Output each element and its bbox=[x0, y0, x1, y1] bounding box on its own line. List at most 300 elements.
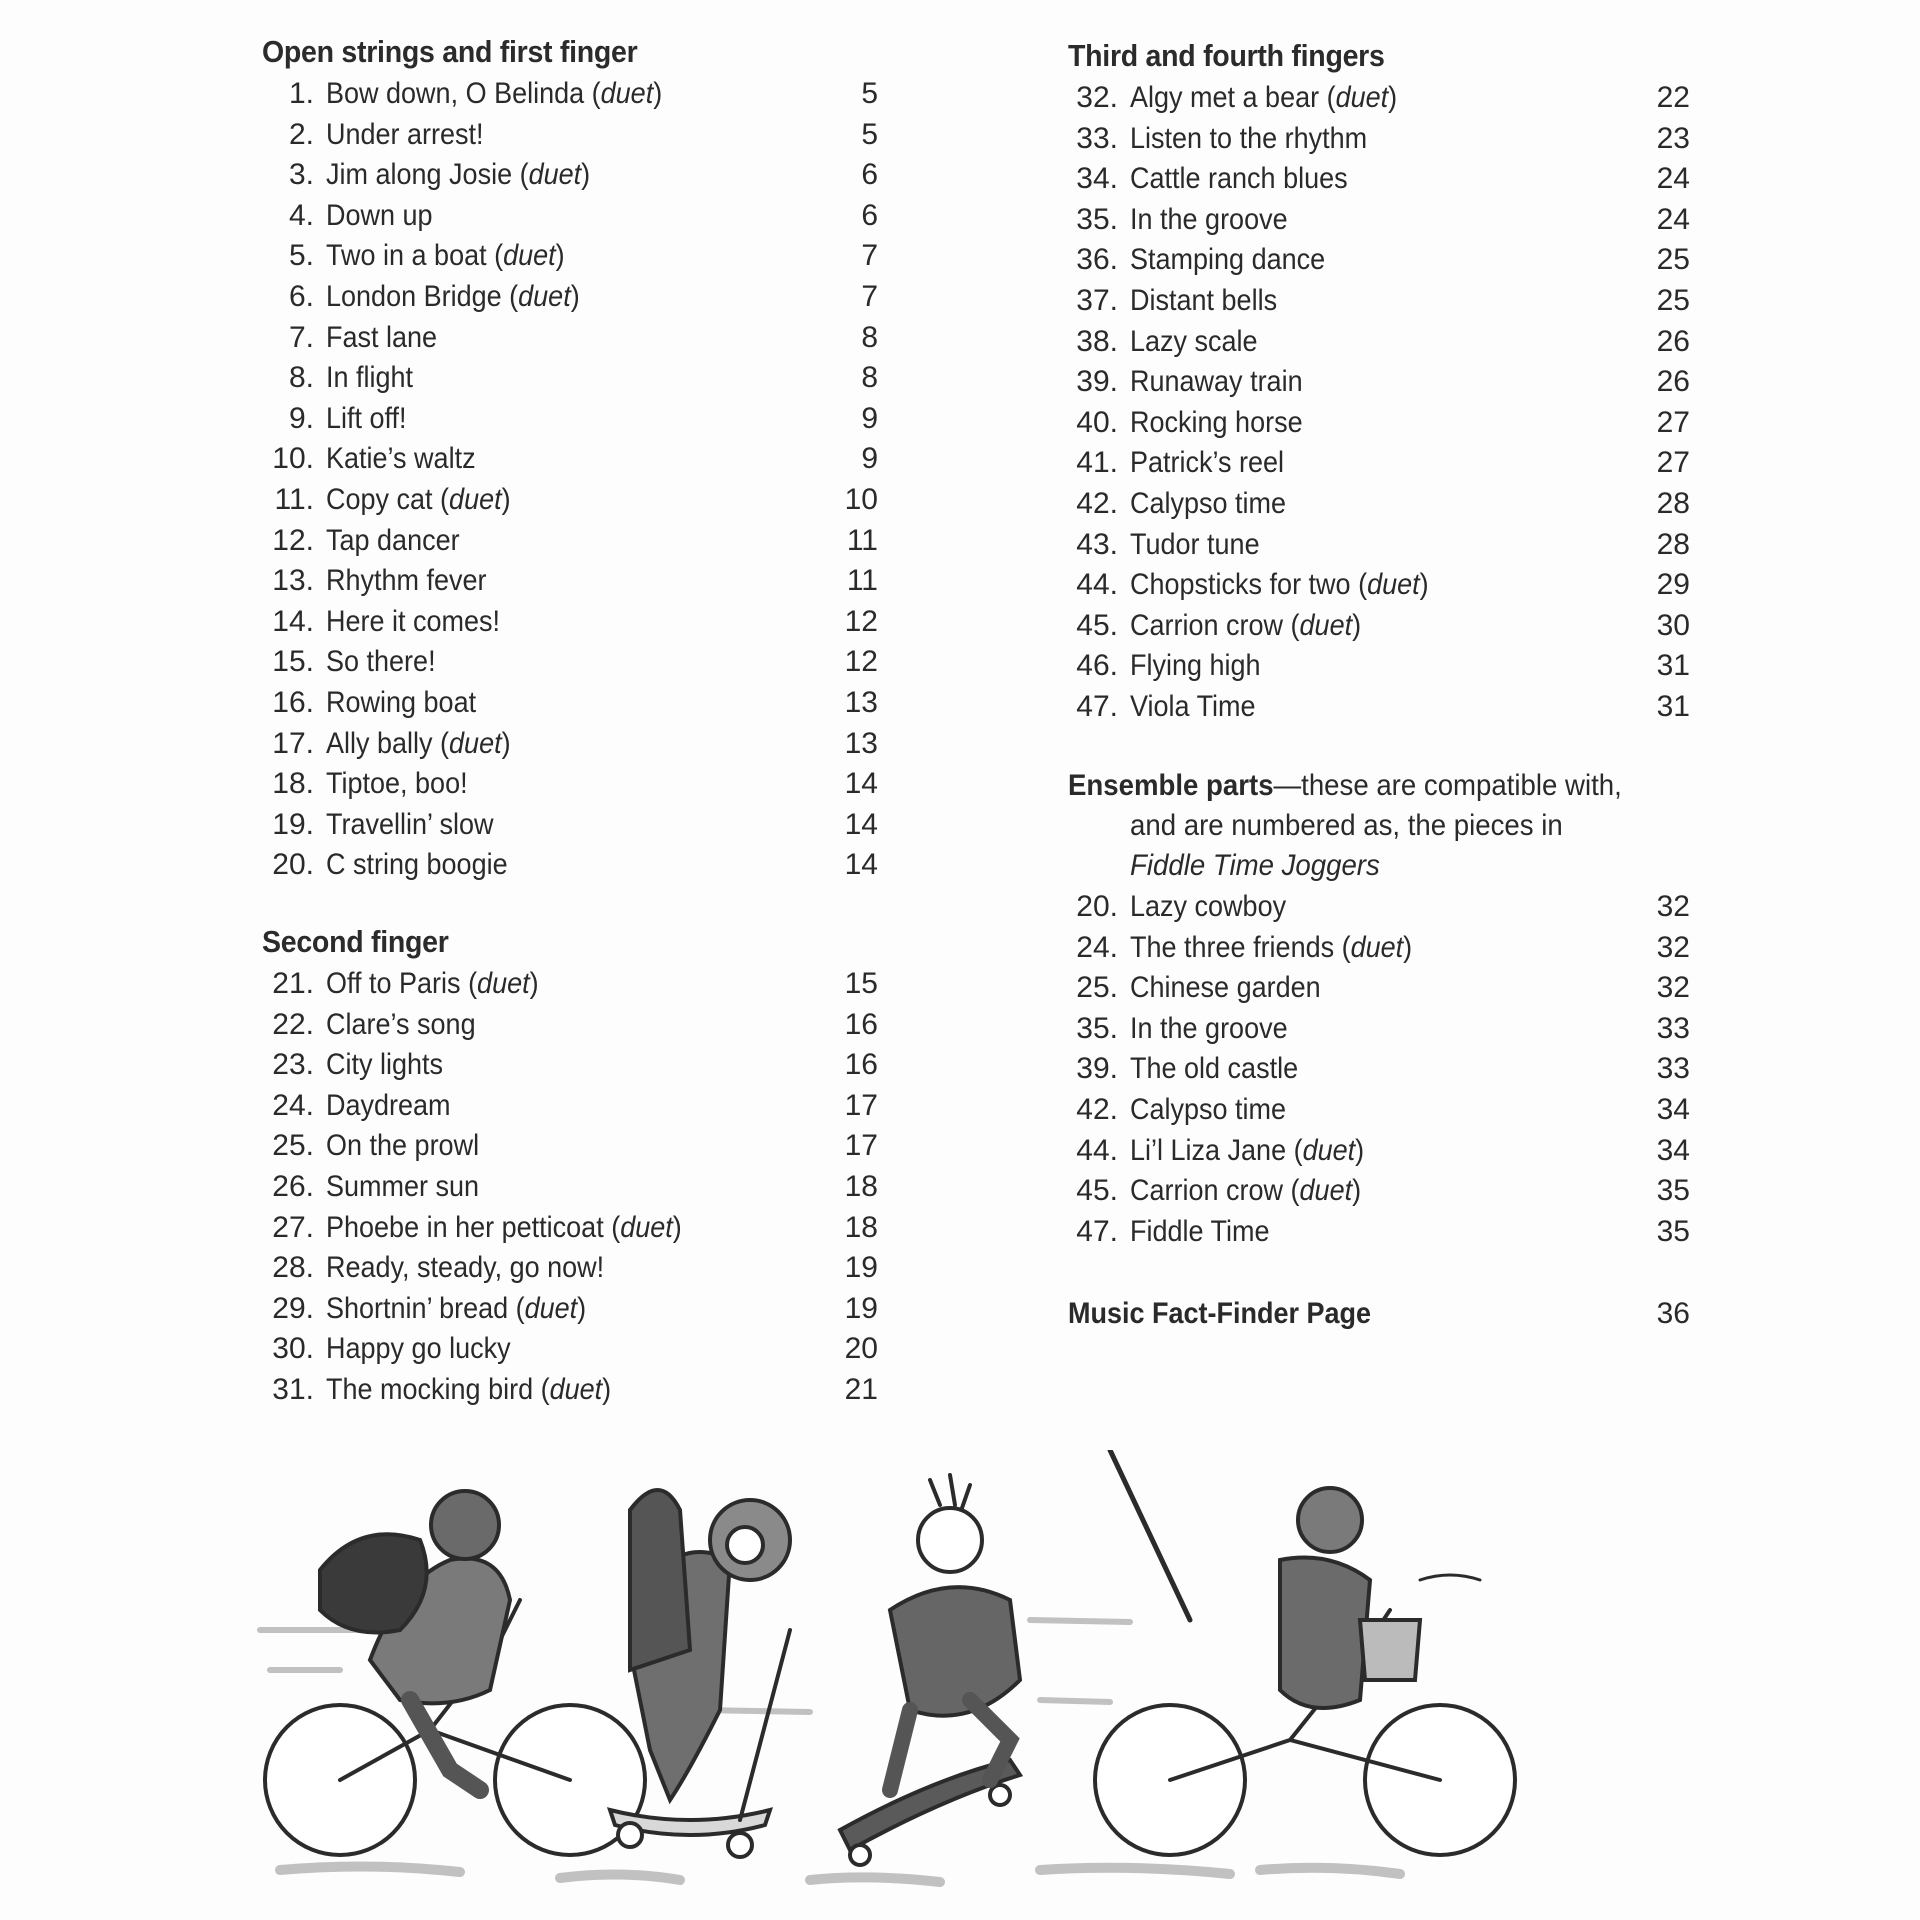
entry-number: 35. bbox=[1076, 1011, 1118, 1045]
toc-entry[interactable] bbox=[262, 1167, 892, 1207]
entry-page-number: 31 bbox=[1656, 649, 1690, 683]
entry-page-number: 29 bbox=[1656, 568, 1690, 602]
entry-number: 36. bbox=[1076, 243, 1118, 277]
entry-number: 15. bbox=[272, 645, 314, 679]
entry-page-number: 13 bbox=[844, 726, 878, 760]
entry-title bbox=[1130, 484, 1286, 524]
duet-marker: (duet) bbox=[1334, 930, 1413, 964]
entry-page-number: 18 bbox=[844, 1210, 878, 1244]
entry-title bbox=[326, 1126, 479, 1166]
entry-page-number: 31 bbox=[1656, 690, 1690, 723]
entry-page-number: 21 bbox=[844, 1373, 878, 1406]
duet-marker: (duet) bbox=[486, 239, 565, 273]
toc-entry[interactable] bbox=[262, 115, 892, 155]
entry-title-text: Tap dancer bbox=[326, 523, 460, 557]
entry-title-text: City lights bbox=[326, 1048, 444, 1082]
entry-page-number: 12 bbox=[844, 604, 878, 638]
entry-page-number: 7 bbox=[861, 239, 878, 273]
entry-number: 30. bbox=[272, 1332, 314, 1366]
entry-number: 11. bbox=[274, 483, 314, 516]
entry-number: 12. bbox=[272, 523, 314, 557]
entry-number: 33. bbox=[1076, 121, 1118, 155]
duet-label: duet bbox=[1302, 1133, 1356, 1167]
toc-entry[interactable] bbox=[262, 74, 892, 114]
toc-entry[interactable] bbox=[1068, 887, 1708, 927]
toc-entry[interactable] bbox=[262, 1005, 892, 1045]
entry-title-text: Copy cat bbox=[326, 483, 433, 516]
entry-title-text: Tudor tune bbox=[1130, 527, 1260, 561]
entry-number: 24. bbox=[1076, 930, 1118, 964]
entry-number: 5. bbox=[288, 239, 314, 273]
duet-label: duet bbox=[449, 483, 502, 516]
toc-entry[interactable] bbox=[262, 964, 892, 1004]
entry-page-number: 6 bbox=[861, 198, 878, 232]
entry-title-text: Katie’s waltz bbox=[326, 442, 476, 476]
fact-finder-label: Music Fact-Finder Page bbox=[1068, 1297, 1372, 1330]
toc-entry[interactable] bbox=[1068, 565, 1708, 605]
entry-title-text: Patrick’s reel bbox=[1130, 446, 1285, 480]
duet-label: duet bbox=[1299, 608, 1353, 642]
entry-page-number: 33 bbox=[1656, 1052, 1690, 1086]
entry-title bbox=[1130, 362, 1303, 402]
toc-entry[interactable] bbox=[262, 724, 892, 764]
duet-marker: (duet) bbox=[603, 1210, 682, 1244]
entry-page-number: 10 bbox=[844, 483, 878, 516]
entry-title-text: Here it comes! bbox=[326, 604, 501, 638]
entry-title-text: Bow down, O Belinda bbox=[326, 77, 585, 110]
entry-title-text: Runaway train bbox=[1130, 365, 1303, 399]
entry-title-text: Lift off! bbox=[326, 401, 407, 435]
entry-page-number: 8 bbox=[861, 361, 878, 395]
entry-number: 39. bbox=[1076, 1052, 1118, 1086]
section-heading-second-finger: Second finger bbox=[262, 924, 449, 959]
duet-label: duet bbox=[549, 1373, 603, 1406]
entry-page-number: 26 bbox=[1656, 365, 1690, 399]
entry-title-text: Li’l Liza Jane bbox=[1130, 1133, 1287, 1167]
entry-title bbox=[326, 805, 494, 845]
duet-label: duet bbox=[524, 1291, 578, 1325]
entry-title-text: Cattle ranch blues bbox=[1130, 162, 1348, 196]
section-heading-third-fourth: Third and fourth fingers bbox=[1068, 38, 1385, 73]
entry-title-text: The mocking bird bbox=[326, 1373, 534, 1406]
entry-title-text: Chinese garden bbox=[1130, 971, 1321, 1005]
toc-entry[interactable] bbox=[1068, 646, 1708, 686]
entry-page-number: 19 bbox=[844, 1291, 878, 1325]
entry-page-number: 30 bbox=[1656, 608, 1690, 642]
ensemble-intro-line2: and are numbered as, the pieces in bbox=[1130, 809, 1563, 842]
entry-number: 45. bbox=[1076, 1174, 1118, 1208]
duet-marker: (duet) bbox=[512, 158, 591, 192]
entry-page-number: 34 bbox=[1656, 1133, 1690, 1167]
entry-number: 23. bbox=[272, 1048, 314, 1082]
toc-entry[interactable] bbox=[262, 277, 892, 317]
entry-title bbox=[1130, 322, 1258, 362]
entry-number: 47. bbox=[1076, 1214, 1118, 1248]
entry-title-text: Lazy scale bbox=[1130, 324, 1258, 358]
entry-title-text: Ally bally bbox=[326, 726, 433, 760]
duet-marker: (duet) bbox=[533, 1373, 612, 1406]
toc-entry[interactable] bbox=[1068, 403, 1708, 443]
toc-entry[interactable] bbox=[262, 805, 892, 845]
entry-title-text: Viola Time bbox=[1130, 690, 1256, 723]
kid-on-skateboard bbox=[840, 1475, 1020, 1865]
toc-entry[interactable] bbox=[262, 845, 892, 885]
entry-title bbox=[326, 480, 511, 520]
toc-entry[interactable] bbox=[262, 399, 892, 439]
entry-title bbox=[326, 1248, 604, 1288]
entry-title bbox=[1130, 1049, 1298, 1089]
toc-entry[interactable] bbox=[262, 196, 892, 236]
toc-entry[interactable] bbox=[1068, 606, 1708, 646]
entry-number: 21. bbox=[272, 967, 314, 1000]
entry-title bbox=[1130, 1009, 1288, 1049]
duet-marker: (duet) bbox=[432, 483, 511, 516]
entry-title bbox=[326, 724, 511, 764]
duet-marker: (duet) bbox=[584, 77, 663, 110]
entry-number: 45. bbox=[1076, 608, 1118, 642]
entry-page-number: 11 bbox=[846, 564, 878, 598]
toc-entry[interactable] bbox=[1068, 1009, 1708, 1049]
toc-entry[interactable] bbox=[262, 318, 892, 358]
toc-entry[interactable] bbox=[1068, 443, 1708, 483]
entry-page-number: 33 bbox=[1656, 1011, 1690, 1045]
toc-entry[interactable] bbox=[262, 155, 892, 195]
fact-finder-page: 36 bbox=[1656, 1297, 1690, 1330]
entry-page-number: 35 bbox=[1656, 1174, 1690, 1208]
entry-title-text: Clare’s song bbox=[326, 1007, 476, 1041]
entry-number: 13. bbox=[272, 564, 314, 598]
entry-page-number: 11 bbox=[846, 523, 878, 557]
entry-page-number: 32 bbox=[1656, 971, 1690, 1005]
entry-number: 18. bbox=[272, 767, 314, 801]
entry-title-text: The old castle bbox=[1130, 1052, 1299, 1086]
entry-title bbox=[326, 1370, 611, 1410]
entry-number: 46. bbox=[1076, 649, 1118, 683]
duet-marker: (duet) bbox=[1350, 568, 1429, 602]
toc-entry[interactable] bbox=[262, 1248, 892, 1288]
entry-number: 20. bbox=[1076, 890, 1118, 923]
entry-title bbox=[326, 561, 487, 601]
entry-title-text: Flying high bbox=[1130, 649, 1261, 683]
toc-entry[interactable] bbox=[262, 1289, 892, 1329]
toc-entry[interactable] bbox=[1068, 240, 1708, 280]
entry-title bbox=[326, 196, 433, 236]
entry-title-text: Chopsticks for two bbox=[1130, 568, 1351, 602]
entry-title bbox=[326, 1208, 682, 1248]
toc-entry[interactable] bbox=[262, 1370, 892, 1410]
entry-title bbox=[326, 964, 539, 1004]
entry-number: 44. bbox=[1076, 568, 1118, 602]
toc-entry[interactable] bbox=[262, 439, 892, 479]
entry-number: 22. bbox=[272, 1007, 314, 1041]
toc-entry[interactable] bbox=[262, 1208, 892, 1248]
entry-title bbox=[326, 521, 460, 561]
entry-title bbox=[326, 318, 437, 358]
entry-page-number: 34 bbox=[1656, 1093, 1690, 1126]
entry-number: 24. bbox=[272, 1088, 314, 1122]
entry-title bbox=[326, 277, 580, 317]
entry-title bbox=[1130, 525, 1260, 565]
toc-entry[interactable] bbox=[1068, 1212, 1708, 1252]
entry-title-text: Daydream bbox=[326, 1088, 451, 1122]
entry-title bbox=[1130, 240, 1325, 280]
entry-number: 3. bbox=[288, 158, 314, 192]
entry-title-text: In the groove bbox=[1130, 1011, 1288, 1045]
entry-number: 4. bbox=[288, 198, 314, 232]
entry-title bbox=[326, 1045, 443, 1085]
entry-title bbox=[1130, 200, 1288, 240]
entry-title-text: Happy go lucky bbox=[326, 1332, 511, 1366]
duet-marker: (duet) bbox=[1319, 81, 1398, 114]
toc-entry[interactable] bbox=[1068, 484, 1708, 524]
duet-marker: (duet) bbox=[1283, 608, 1362, 642]
entry-title-text: Fiddle Time bbox=[1130, 1214, 1270, 1248]
entry-title bbox=[326, 115, 484, 155]
toc-entry[interactable] bbox=[262, 521, 892, 561]
entry-title-text: Lazy cowboy bbox=[1130, 890, 1287, 923]
entry-number: 44. bbox=[1076, 1133, 1118, 1167]
duet-label: duet bbox=[1367, 568, 1420, 602]
entry-title bbox=[1130, 119, 1367, 159]
toc-entry[interactable] bbox=[262, 1126, 892, 1166]
entry-page-number: 23 bbox=[1656, 121, 1690, 155]
entry-title bbox=[1130, 1090, 1286, 1130]
duet-marker: (duet) bbox=[1286, 1133, 1365, 1167]
entry-number: 1. bbox=[288, 77, 314, 110]
entry-number: 2. bbox=[288, 117, 314, 151]
duet-marker: (duet) bbox=[460, 967, 539, 1000]
entry-title-text: Under arrest! bbox=[326, 117, 484, 151]
entry-number: 25. bbox=[272, 1129, 314, 1163]
entry-title-text: London Bridge bbox=[326, 280, 502, 313]
entry-title-text: Calypso time bbox=[1130, 1093, 1287, 1126]
duet-marker: (duet) bbox=[501, 280, 580, 313]
entry-page-number: 5 bbox=[861, 117, 878, 151]
kids-riding-illustration bbox=[250, 1450, 1670, 1910]
entry-title-text: Tiptoe, boo! bbox=[326, 767, 468, 801]
entry-number: 19. bbox=[272, 807, 314, 841]
toc-entry[interactable] bbox=[1068, 1171, 1708, 1211]
toc-entry[interactable] bbox=[1068, 362, 1708, 402]
entry-title bbox=[1130, 1131, 1364, 1171]
entry-title bbox=[326, 399, 407, 439]
entry-page-number: 8 bbox=[861, 320, 878, 354]
fact-finder-entry[interactable] bbox=[1068, 1294, 1708, 1334]
duet-marker: (duet) bbox=[508, 1291, 587, 1325]
entry-title-text: Rowing boat bbox=[326, 686, 477, 719]
entry-title bbox=[326, 1086, 451, 1126]
toc-entry[interactable] bbox=[262, 764, 892, 804]
ensemble-intro bbox=[1068, 766, 1622, 806]
entry-number: 37. bbox=[1076, 284, 1118, 317]
toc-entry[interactable] bbox=[1068, 687, 1708, 727]
entry-title-text: So there! bbox=[326, 645, 436, 679]
entry-title bbox=[1130, 887, 1286, 927]
entry-title bbox=[326, 602, 500, 642]
ensemble-book-title: Fiddle Time Joggers bbox=[1130, 849, 1380, 882]
entry-number: 41. bbox=[1076, 446, 1118, 480]
entry-page-number: 17 bbox=[844, 1088, 878, 1122]
toc-entry[interactable] bbox=[1068, 968, 1708, 1008]
entry-title-text: Carrion crow bbox=[1130, 608, 1284, 642]
entry-page-number: 14 bbox=[844, 767, 878, 801]
kid-on-bike-2 bbox=[1095, 1450, 1515, 1855]
duet-label: duet bbox=[528, 158, 582, 192]
entry-title-text: Rocking horse bbox=[1130, 405, 1303, 439]
entry-number: 16. bbox=[272, 686, 314, 719]
entry-number: 9. bbox=[288, 401, 314, 435]
entry-number: 34. bbox=[1076, 162, 1118, 196]
entry-number: 27. bbox=[272, 1210, 314, 1244]
entry-page-number: 28 bbox=[1656, 527, 1690, 561]
entry-title-text: C string boogie bbox=[326, 848, 508, 882]
toc-entry[interactable] bbox=[1068, 322, 1708, 362]
entry-title-text: Distant bells bbox=[1130, 284, 1278, 317]
toc-entry[interactable] bbox=[1068, 119, 1708, 159]
entry-page-number: 35 bbox=[1656, 1214, 1690, 1248]
entry-title bbox=[1130, 1212, 1270, 1252]
entry-title-text: Shortnin’ bread bbox=[326, 1291, 509, 1325]
entry-title bbox=[326, 683, 476, 723]
entry-title-text: Listen to the rhythm bbox=[1130, 121, 1368, 155]
entry-page-number: 5 bbox=[861, 77, 878, 110]
duet-label: duet bbox=[1335, 81, 1389, 114]
entry-page-number: 6 bbox=[861, 158, 878, 192]
ensemble-heading: Ensemble parts bbox=[1068, 769, 1274, 802]
entry-title bbox=[326, 642, 436, 682]
entry-page-number: 13 bbox=[844, 686, 878, 719]
entry-number: 17. bbox=[272, 726, 314, 760]
toc-entry[interactable] bbox=[262, 683, 892, 723]
entry-page-number: 7 bbox=[861, 280, 878, 313]
entry-page-number: 32 bbox=[1656, 930, 1690, 964]
entry-title bbox=[1130, 443, 1284, 483]
toc-entry[interactable] bbox=[1068, 78, 1708, 118]
toc-entry[interactable] bbox=[262, 642, 892, 682]
entry-page-number: 14 bbox=[844, 807, 878, 841]
entry-page-number: 32 bbox=[1656, 890, 1690, 923]
entry-title-text: Algy met a bear bbox=[1130, 81, 1320, 114]
entry-title bbox=[326, 236, 565, 276]
toc-entry[interactable] bbox=[262, 1329, 892, 1369]
entry-title bbox=[326, 74, 662, 114]
entry-number: 40. bbox=[1076, 405, 1118, 439]
entry-title bbox=[1130, 78, 1397, 118]
entry-title bbox=[326, 1167, 479, 1207]
entry-title bbox=[326, 358, 413, 398]
duet-label: duet bbox=[620, 1210, 673, 1244]
entry-number: 29. bbox=[272, 1291, 314, 1325]
entry-title bbox=[1130, 968, 1321, 1008]
entry-title-text: Off to Paris bbox=[326, 967, 461, 1000]
toc-entry[interactable] bbox=[1068, 159, 1708, 199]
entry-number: 32. bbox=[1076, 81, 1118, 114]
toc-entry[interactable] bbox=[262, 358, 892, 398]
ensemble-intro-line1: —these are compatible with, bbox=[1273, 769, 1622, 802]
entry-title-text: Stamping dance bbox=[1130, 243, 1326, 277]
duet-marker: (duet) bbox=[1283, 1174, 1362, 1208]
entry-page-number: 25 bbox=[1656, 284, 1690, 317]
entry-title-text: In the groove bbox=[1130, 202, 1288, 236]
entry-title-text: In flight bbox=[326, 361, 414, 395]
toc-entry[interactable] bbox=[262, 561, 892, 601]
duet-label: duet bbox=[503, 239, 556, 273]
entry-title-text: Phoebe in her petticoat bbox=[326, 1210, 604, 1244]
duet-label: duet bbox=[477, 967, 530, 1000]
entry-title bbox=[326, 155, 590, 195]
toc-entry[interactable] bbox=[262, 1086, 892, 1126]
entry-number: 42. bbox=[1076, 487, 1118, 520]
entry-title bbox=[326, 1289, 586, 1329]
entry-page-number: 12 bbox=[844, 645, 878, 679]
entry-page-number: 15 bbox=[844, 967, 878, 1000]
toc-entry[interactable] bbox=[262, 480, 892, 520]
entry-title-text: Fast lane bbox=[326, 320, 438, 354]
entry-title bbox=[326, 764, 468, 804]
duet-label: duet bbox=[600, 77, 654, 110]
toc-entry[interactable] bbox=[1068, 525, 1708, 565]
entry-title-text: Calypso time bbox=[1130, 487, 1287, 520]
entry-title bbox=[1130, 159, 1348, 199]
toc-entry[interactable] bbox=[1068, 1131, 1708, 1171]
entry-page-number: 9 bbox=[861, 401, 878, 435]
toc-entry[interactable] bbox=[1068, 200, 1708, 240]
entry-title-text: Summer sun bbox=[326, 1170, 480, 1203]
toc-entry[interactable] bbox=[1068, 281, 1708, 321]
toc-entry[interactable] bbox=[262, 602, 892, 642]
entry-title-text: The three friends bbox=[1130, 930, 1335, 964]
entry-number: 6. bbox=[288, 280, 314, 313]
toc-entry[interactable] bbox=[262, 236, 892, 276]
entry-page-number: 27 bbox=[1656, 446, 1690, 480]
entry-title bbox=[1130, 687, 1256, 727]
entry-number: 31. bbox=[272, 1373, 314, 1406]
entry-number: 38. bbox=[1076, 324, 1118, 358]
entry-number: 8. bbox=[288, 361, 314, 395]
entry-title bbox=[326, 845, 508, 885]
entry-title-text: Travellin’ slow bbox=[326, 807, 494, 841]
entry-title-text: Carrion crow bbox=[1130, 1174, 1284, 1208]
entry-page-number: 17 bbox=[844, 1129, 878, 1163]
entry-title bbox=[326, 439, 476, 479]
entry-page-number: 16 bbox=[844, 1007, 878, 1041]
entry-title bbox=[326, 1005, 476, 1045]
entry-number: 25. bbox=[1076, 971, 1118, 1005]
entry-title-text: Down up bbox=[326, 198, 433, 232]
duet-label: duet bbox=[1299, 1174, 1353, 1208]
entry-number: 42. bbox=[1076, 1093, 1118, 1126]
toc-entry[interactable] bbox=[262, 1045, 892, 1085]
entry-title-text: Jim along Josie bbox=[326, 158, 513, 192]
entry-title bbox=[1130, 1171, 1361, 1211]
entry-title bbox=[1130, 928, 1412, 968]
toc-entry[interactable] bbox=[1068, 1049, 1708, 1089]
entry-title bbox=[1130, 606, 1361, 646]
toc-entry[interactable] bbox=[1068, 1090, 1708, 1130]
entry-title bbox=[1130, 403, 1303, 443]
entry-number: 43. bbox=[1076, 527, 1118, 561]
entry-page-number: 24 bbox=[1656, 202, 1690, 236]
duet-marker: (duet) bbox=[432, 726, 511, 760]
entry-page-number: 25 bbox=[1656, 243, 1690, 277]
entry-page-number: 14 bbox=[844, 848, 878, 882]
entry-title bbox=[326, 1329, 511, 1369]
entry-page-number: 20 bbox=[844, 1332, 878, 1366]
entry-page-number: 9 bbox=[861, 442, 878, 476]
entry-number: 26. bbox=[272, 1170, 314, 1203]
toc-entry[interactable] bbox=[1068, 928, 1708, 968]
entry-title-text: Rhythm fever bbox=[326, 564, 487, 598]
